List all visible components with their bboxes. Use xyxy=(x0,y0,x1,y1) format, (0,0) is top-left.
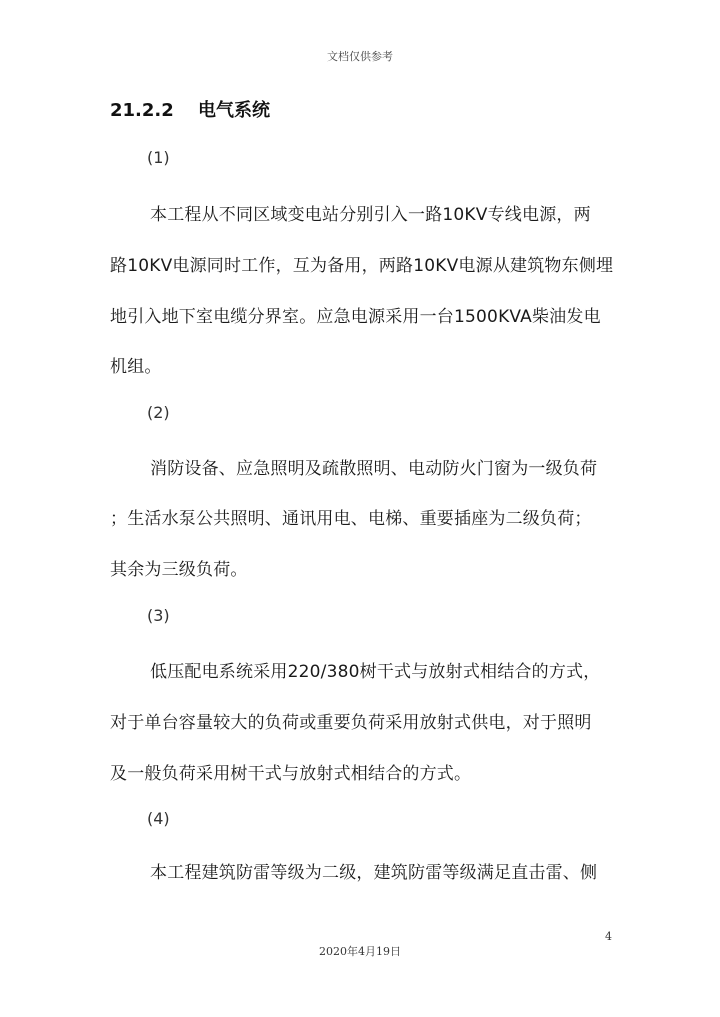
paragraph-line: 其余为三级负荷。 xyxy=(110,560,248,580)
paragraph-marker: (1) xyxy=(147,148,170,167)
paragraph-line: 低压配电系统采用220/380树干式与放射式相结合的方式， xyxy=(150,662,601,682)
section-heading xyxy=(110,96,270,122)
paragraph-line: 本工程从不同区域变电站分别引入一路10KV专线电源，两 xyxy=(150,205,591,225)
paragraph-line: 对于单台容量较大的负荷或重要负荷采用放射式供电，对于照明 xyxy=(110,713,592,733)
footer-date: 2020年4月19日 xyxy=(319,945,401,958)
page-header: 文档仅供参考 xyxy=(327,50,393,63)
page-number: 4 xyxy=(605,930,612,943)
paragraph-line: 本工程建筑防雷等级为二级，建筑防雷等级满足直击雷、侧 xyxy=(150,863,598,883)
paragraph-line: ；生活水泵公共照明、通讯用电、电梯、重要插座为二级负荷； xyxy=(110,509,592,529)
paragraph-marker: (2) xyxy=(147,403,170,422)
paragraph-line: 及一般负荷采用树干式与放射式相结合的方式。 xyxy=(110,764,472,784)
paragraph-marker: (4) xyxy=(147,809,170,828)
paragraph-line: 地引入地下室电缆分界室。应急电源采用一台1500KVA柴油发电 xyxy=(110,307,601,327)
paragraph-line: 机组。 xyxy=(110,357,162,377)
paragraph-marker: (3) xyxy=(147,606,170,625)
section-number: 21.2.2 xyxy=(110,100,174,121)
paragraph-line: 消防设备、应急照明及疏散照明、电动防火门窗为一级负荷 xyxy=(150,459,598,479)
paragraph-line: 路10KV电源同时工作，互为备用，两路10KV电源从建筑物东侧埋 xyxy=(110,256,614,276)
section-title: 电气系统 xyxy=(198,100,270,121)
